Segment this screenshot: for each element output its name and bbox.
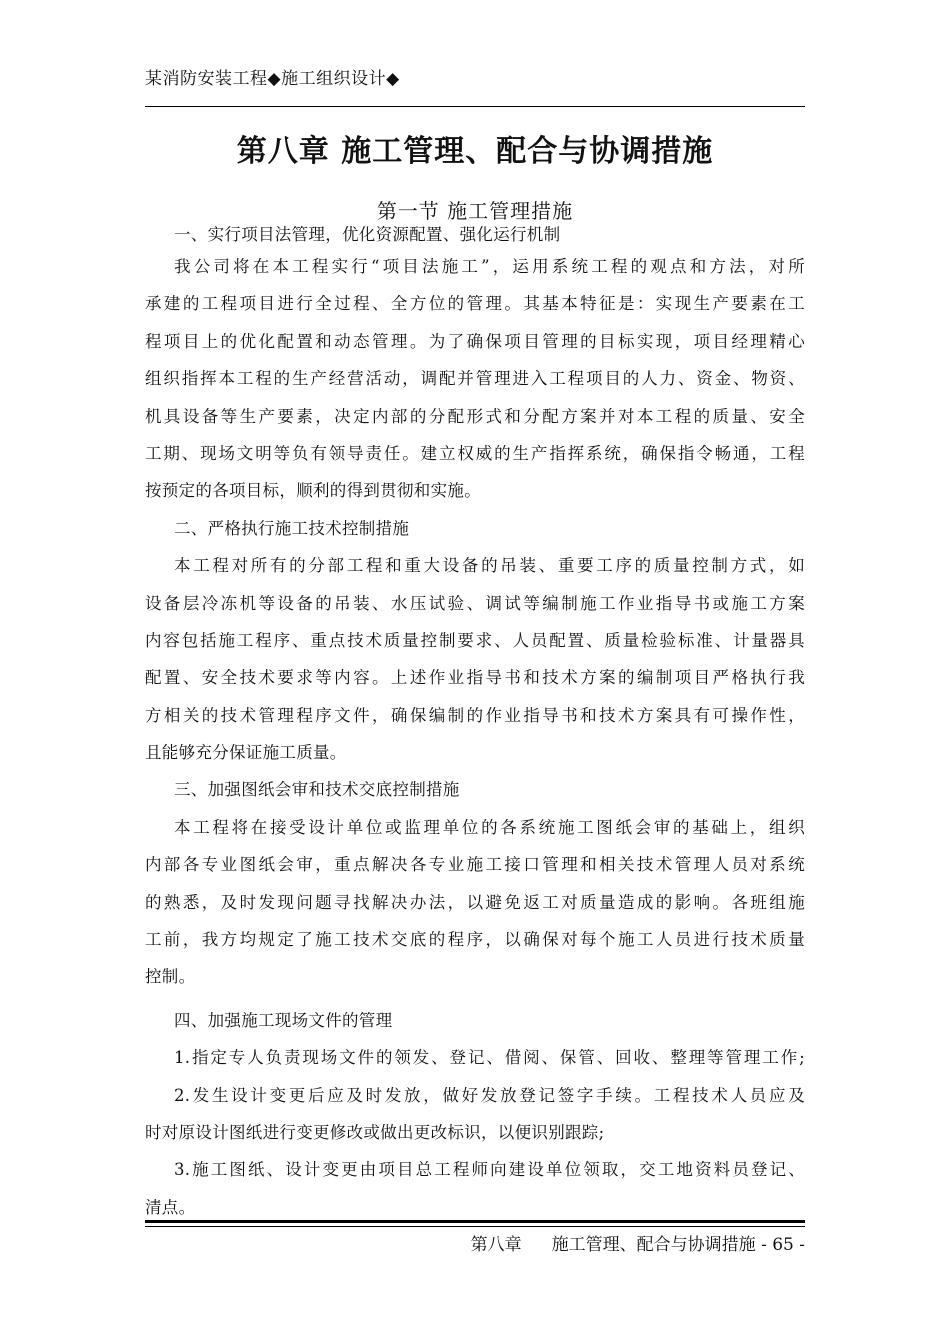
paragraph-line: 且能够充分保证施工质量。 — [145, 743, 347, 763]
paragraph-line: 我公司将在本工程实行“项目法施工”，运用系统工程的观点和方法，对所 — [174, 257, 805, 276]
paragraph-line: 本工程将在接受设计单位或监理单位的各系统施工图纸会审的基础上，组织 — [174, 817, 805, 837]
section-heading-3: 三、加强图纸会审和技术交底控制措施 — [174, 780, 460, 800]
footer-title: 施工管理、配合与协调措施 — [551, 1235, 756, 1255]
paragraph-line: 配置、安全技术要求等内容。上述作业指导书和技术方案的编制项目严格执行我 — [145, 668, 805, 688]
list-item: 1.指定专人负责现场文件的领发、登记、借阅、保管、回收、整理等管理工作; — [174, 1048, 805, 1068]
paragraph-line: 本工程对所有的分部工程和重大设备的吊装、重要工序的质量控制方式，如 — [174, 556, 805, 576]
list-item: 2.发生设计变更后应及时发放，做好发放登记签字手续。工程技术人员应及 — [174, 1085, 805, 1105]
paragraph-line: 内部各专业图纸会审，重点解决各专业施工接口管理和相关技术管理人员对系统 — [145, 855, 805, 875]
header-divider — [145, 106, 805, 107]
running-header: 某消防安装工程◆施工组织设计◆ — [145, 69, 400, 89]
paragraph-line: 按预定的各项目标，顺利的得到贯彻和实施。 — [145, 481, 481, 501]
paragraph-line: 的熟悉，及时发现问题寻找解决办法，以避免返工对质量造成的影响。各班组施 — [145, 892, 805, 912]
paragraph-line: 工前，我方均规定了施工技术交底的程序，以确保对每个施工人员进行技术质量 — [145, 930, 805, 950]
paragraph-line: 机具设备等生产要素，决定内部的分配形式和分配方案并对本工程的质量、安全 — [145, 406, 805, 426]
body-text — [145, 222, 805, 1226]
paragraph-line: 控制。 — [145, 967, 196, 987]
section-title: 第一节 施工管理措施 — [376, 199, 574, 223]
paragraph-line: 工期、现场文明等负有领导责任。建立权威的生产指挥系统，确保指令畅通，工程 — [145, 443, 805, 463]
list-item: 3.施工图纸、设计变更由项目总工程师向建设单位领取，交工地资料员登记、 — [174, 1160, 805, 1180]
section-heading-2: 二、严格执行施工技术控制措施 — [174, 518, 410, 538]
list-item-continued: 时对原设计图纸进行变更修改或做出更改标识，以便识别跟踪; — [145, 1122, 605, 1142]
section-heading-4: 四、加强施工现场文件的管理 — [174, 1010, 393, 1030]
list-item-continued: 清点。 — [145, 1197, 196, 1217]
section-heading-1: 一、实行项目法管理，优化资源配置、强化运行机制 — [174, 225, 561, 244]
paragraph-line: 方相关的技术管理程序文件，确保编制的作业指导书和技术方案具有可操作性， — [145, 705, 805, 725]
footer-chapter: 第八章 — [470, 1235, 522, 1255]
paragraph-line: 内容包括施工程序、重点技术质量控制要求、人员配置、质量检验标准、计量器具 — [145, 630, 805, 650]
footer-divider-thin — [145, 1226, 805, 1227]
running-footer — [471, 1230, 805, 1255]
footer-divider-thick — [145, 1220, 805, 1223]
chapter-title: 第八章 施工管理、配合与协调措施 — [236, 134, 714, 169]
paragraph-line: 设备层冷冻机等设备的吊装、水压试验、调试等编制施工作业指导书或施工方案 — [145, 593, 805, 613]
paragraph-line: 程项目上的优化配置和动态管理。为了确保项目管理的目标实现，项目经理精心 — [145, 331, 805, 351]
paragraph-line: 承建的工程项目进行全过程、全方位的管理。其基本特征是：实现生产要素在工 — [145, 294, 805, 314]
paragraph-line: 组织指挥本工程的生产经营活动，调配并管理进入工程项目的人力、资金、物资、 — [145, 369, 805, 389]
page-number: - 65 - — [761, 1235, 805, 1255]
